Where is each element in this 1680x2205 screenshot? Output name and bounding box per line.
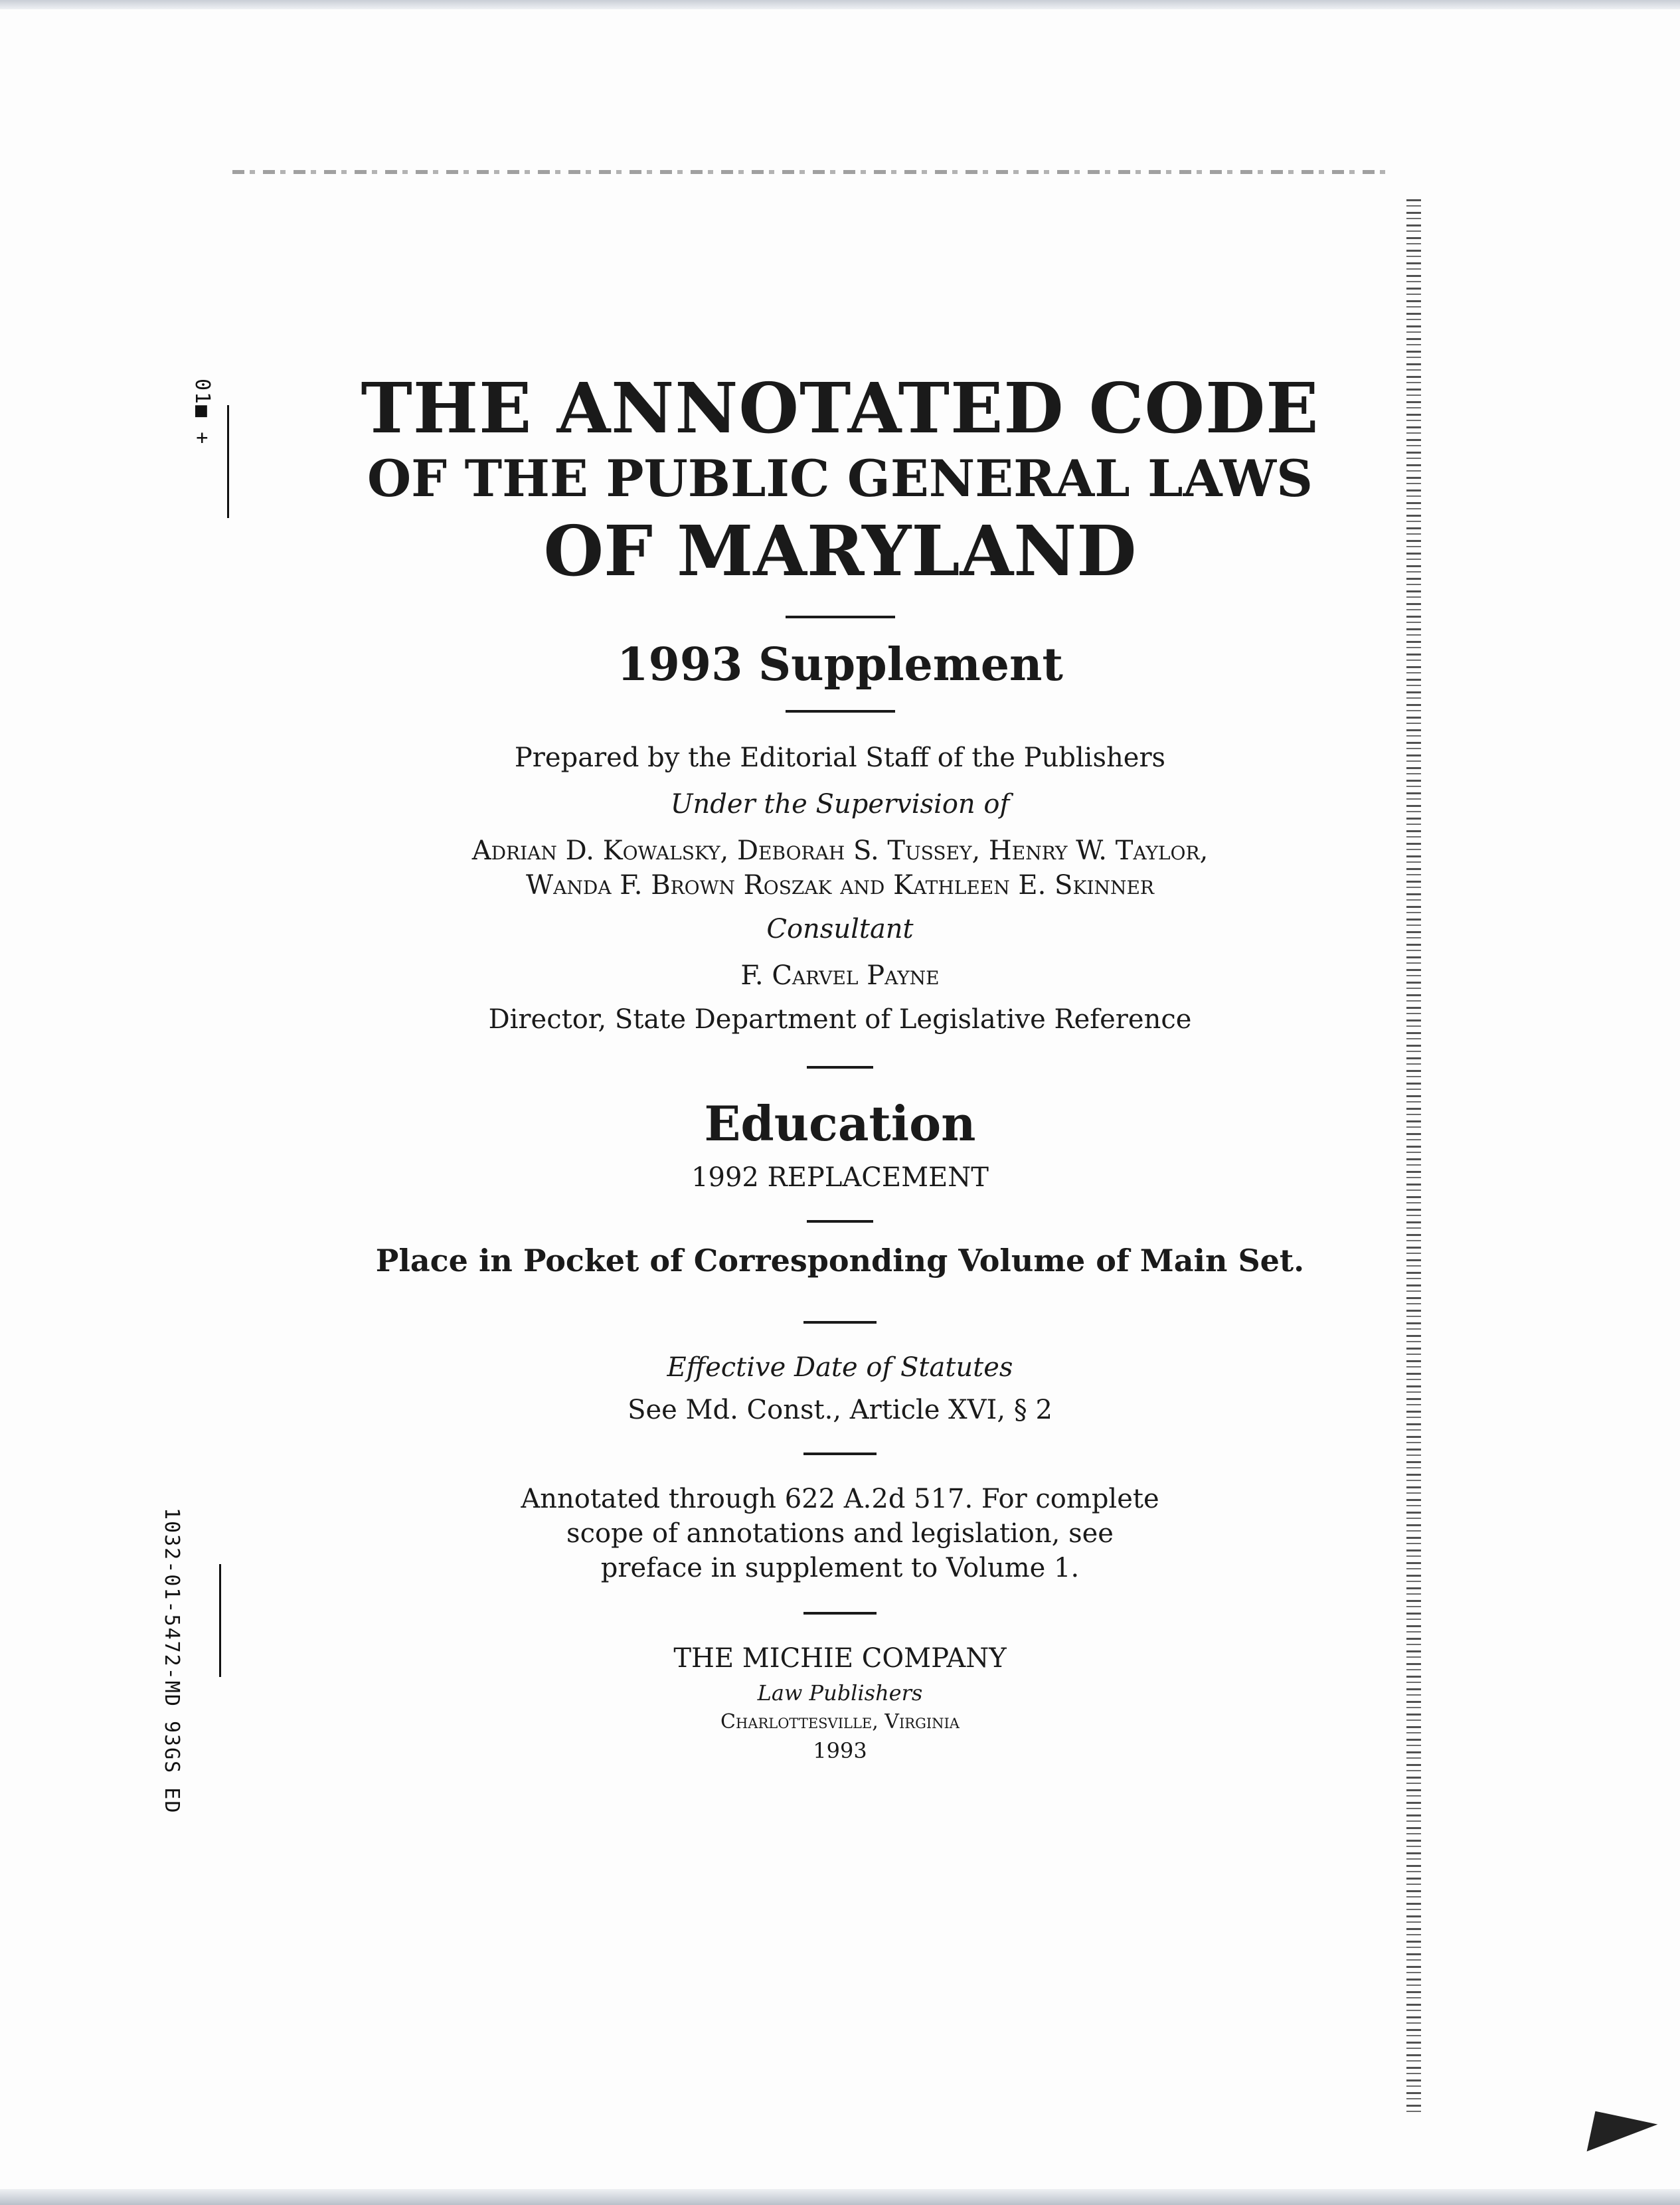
divider-2 — [786, 710, 895, 713]
volume-replacement: 1992 REPLACEMENT — [691, 1162, 989, 1193]
title-line-2: OF THE PUBLIC GENERAL LAWS — [367, 449, 1313, 509]
margin-bar-top — [227, 405, 229, 518]
publisher-year: 1993 — [813, 1737, 867, 1763]
annotations-line-1: Annotated through 622 A.2d 517. For complete — [521, 1483, 1159, 1514]
supervisors-line-2: Wanda F. Brown Roszak and Kathleen E. Skinner — [526, 869, 1154, 901]
title-page-content — [319, 367, 1361, 1765]
scan-top-edge — [0, 0, 1680, 9]
scan-right-edge — [1406, 199, 1421, 2112]
divider-4 — [807, 1220, 873, 1223]
divider-7 — [803, 1612, 877, 1615]
consultant-label: Consultant — [766, 913, 914, 944]
margin-bar-bottom — [219, 1564, 221, 1677]
divider-1 — [786, 616, 895, 618]
corner-mark — [1587, 2111, 1658, 2165]
supervisors-line-1: Adrian D. Kowalsky, Deborah S. Tussey, Henry W. Taylor, — [471, 835, 1209, 866]
publisher-tagline: Law Publishers — [757, 1680, 923, 1706]
effective-date-label: Effective Date of Statutes — [667, 1352, 1013, 1383]
consultant-title: Director, State Department of Legislative Reference — [488, 1004, 1192, 1035]
scan-top-rule — [232, 170, 1391, 174]
title-line-3: OF MARYLAND — [543, 509, 1137, 592]
divider-3 — [807, 1066, 873, 1069]
volume-name: Education — [704, 1095, 976, 1152]
supplement-heading: 1993 Supplement — [617, 638, 1063, 691]
margin-code-bottom: 1032-01-5472-MD 93GS ED — [160, 1508, 183, 1814]
annotations-line-2: scope of annotations and legislation, see — [566, 1518, 1114, 1549]
scan-bottom-edge — [0, 2189, 1680, 2205]
title-line-1: THE ANNOTATED CODE — [361, 367, 1319, 449]
divider-5 — [803, 1321, 877, 1324]
placement-note: Place in Pocket of Corresponding Volume of Main Set. — [375, 1242, 1305, 1279]
annotations-line-3: preface in supplement to Volume 1. — [600, 1552, 1080, 1583]
publisher-location: Charlottesville, Virginia — [720, 1710, 960, 1733]
supervision-label: Under the Supervision of — [670, 788, 1010, 820]
margin-code-top: 01■ + — [191, 379, 214, 446]
consultant-name: F. Carvel Payne — [740, 960, 940, 991]
prepared-by: Prepared by the Editorial Staff of the Publishers — [514, 742, 1166, 773]
publisher-name: THE MICHIE COMPANY — [673, 1642, 1007, 1674]
effective-date-reference: See Md. Const., Article XVI, § 2 — [628, 1394, 1052, 1425]
divider-6 — [803, 1453, 877, 1455]
